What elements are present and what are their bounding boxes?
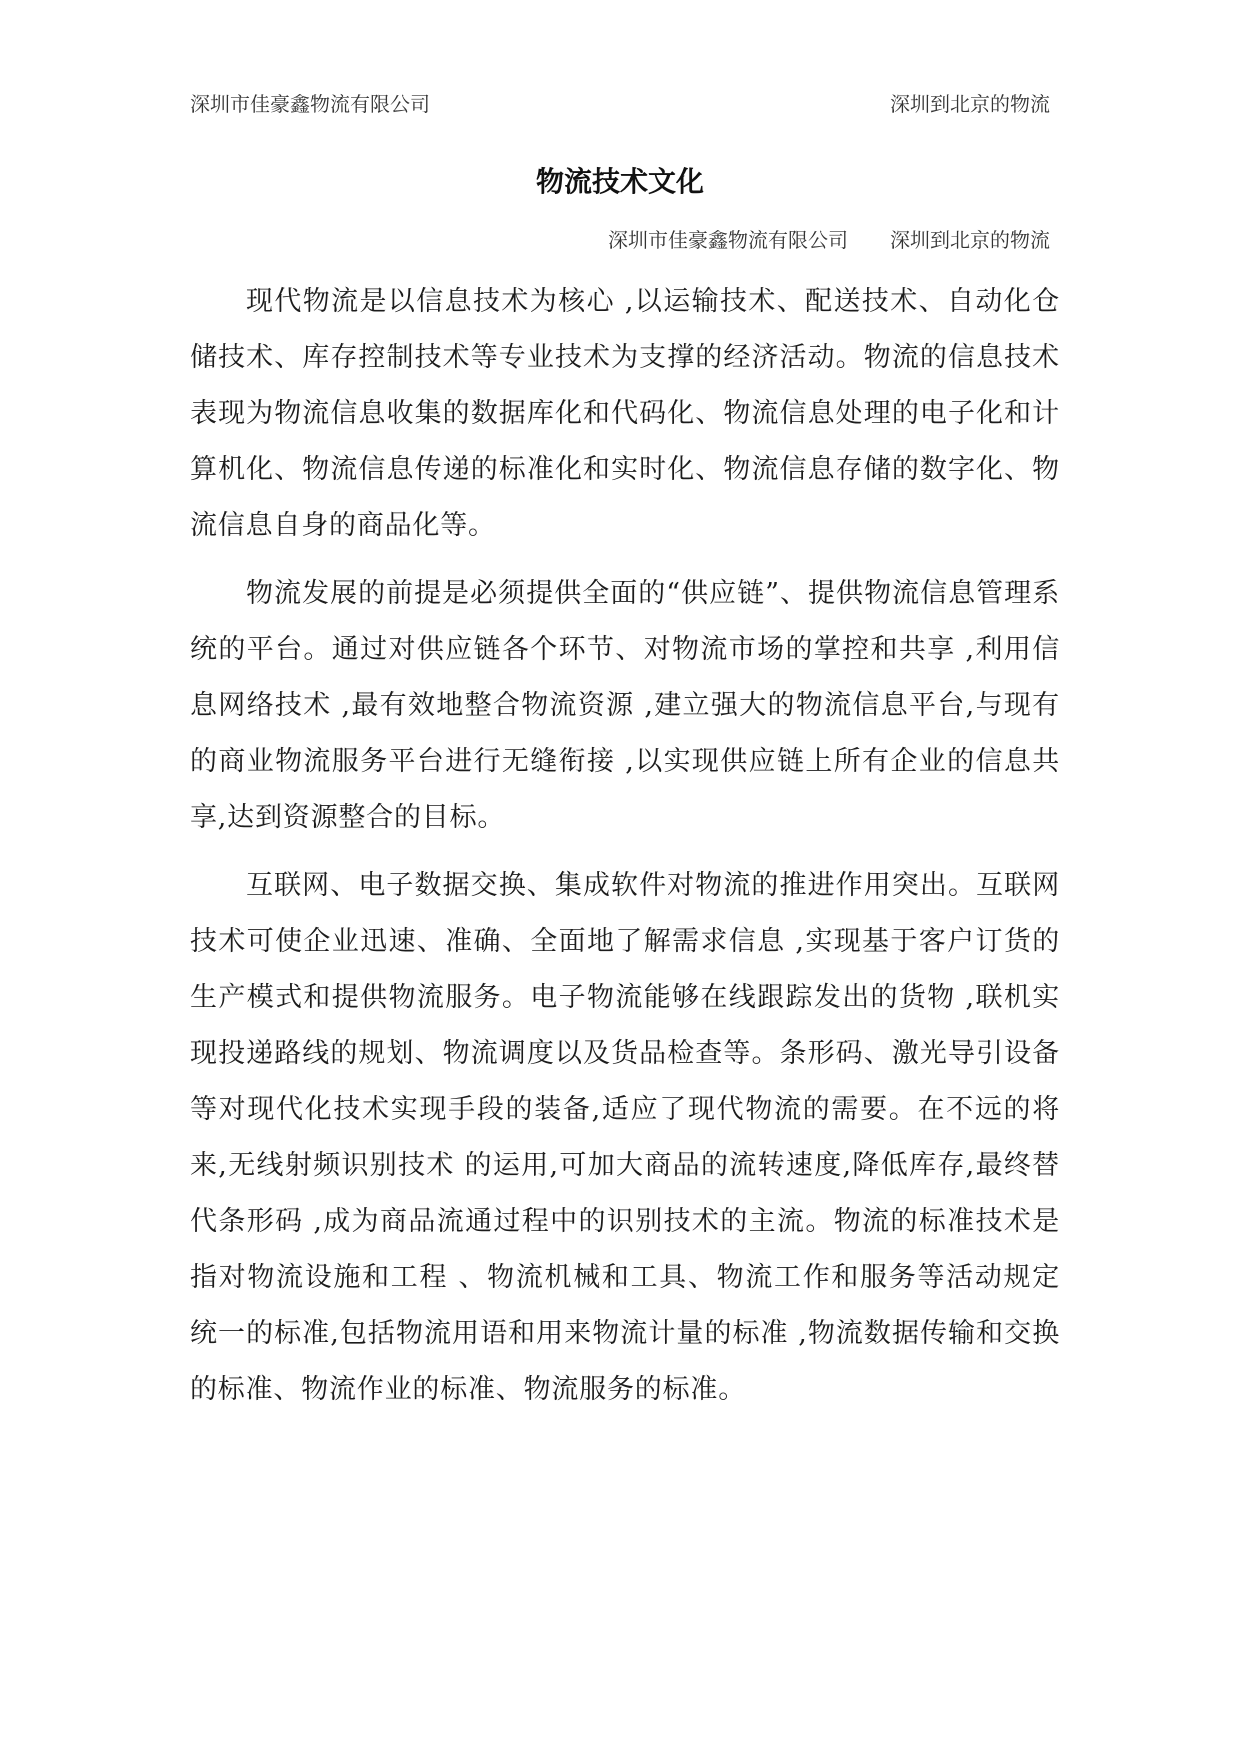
- page-header: [190, 88, 1050, 120]
- paragraph-3: 互联网、电子数据交换、集成软件对物流的推进作用突出。互联网技术可使企业迅速、准确、全面地了解需求信息 ,实现基于客户订货的生产模式和提供物流服务。电子物流能够在线跟踪发出的货物 ,联机实现投递路线的规划、物流调度以及货品检查等。条形码、激光导引设备等对现代化技术实现手段的装备,适应了现代物流的需要。在不远的将来,无线射频识别技术 的运用,可加大商品的流转速度,降低库存,最终替代条形码 ,成为商品流通过程中的识别技术的主流。物流的标准技术是指对物流设施和工程 、物流机械和工具、物流工作和服务等活动规定统一的标准,包括物流用语和用来物流计量的标准 ,物流数据传输和交换的标准、物流作业的标准、物流服务的标准。: [190, 870, 1060, 1405]
- header-company-name: 深圳市佳豪鑫物流有限公司: [190, 92, 430, 116]
- document-title: 物流技术文化: [535, 165, 704, 198]
- document-byline: [190, 224, 1050, 256]
- paragraph-1: 现代物流是以信息技术为核心 ,以运输技术、配送技术、自动化仓储技术、库存控制技术等专业技术为支撑的经济活动。物流的信息技术表现为物流信息收集的数据库化和代码化、物流信息处理的电子化和计算机化、物流信息传递的标准化和实时化、物流信息存储的数字化、物流信息自身的商品化等。: [190, 286, 1060, 541]
- header-route-title: 深圳到北京的物流: [890, 92, 1050, 116]
- byline-company-name: 深圳市佳豪鑫物流有限公司: [608, 228, 848, 252]
- paragraph-2: 物流发展的前提是必须提供全面的“供应链”、提供物流信息管理系统的平台。通过对供应链各个环节、对物流市场的掌控和共享 ,利用信息网络技术 ,最有效地整合物流资源 ,建立强大的物流信息平台,与现有的商业物流服务平台进行无缝衔接 ,以实现供应链上所有企业的信息共享,达到资源整合的目标。: [190, 578, 1060, 833]
- byline-route-title: 深圳到北京的物流: [890, 228, 1050, 252]
- document-body: [190, 274, 1060, 1418]
